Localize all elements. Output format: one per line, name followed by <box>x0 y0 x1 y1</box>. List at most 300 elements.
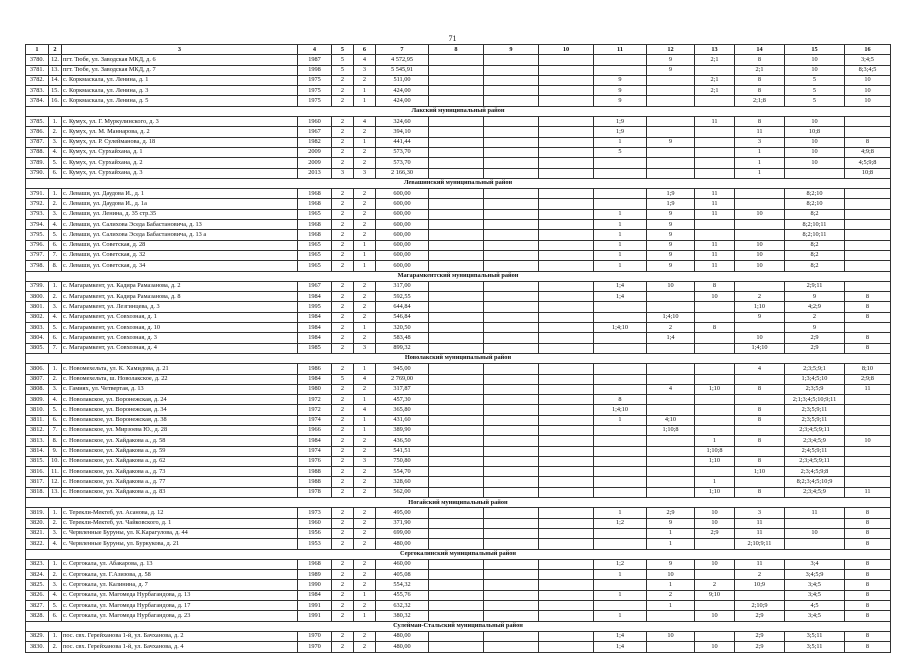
table-cell: 7. <box>49 425 62 435</box>
table-cell <box>647 405 695 415</box>
table-cell: 2 <box>332 436 354 446</box>
table-cell: 2. <box>49 292 62 302</box>
table-cell: 1 <box>594 230 647 240</box>
table-cell <box>594 580 647 590</box>
table-cell <box>539 415 594 425</box>
column-header: 3 <box>62 45 298 55</box>
table-cell <box>845 240 891 250</box>
table-cell: 1968 <box>298 559 332 569</box>
table-cell: 2. <box>49 570 62 580</box>
table-cell <box>429 168 484 178</box>
table-cell: 8. <box>49 261 62 271</box>
table-cell <box>647 86 695 96</box>
table-cell: 2 <box>332 590 354 600</box>
table-cell <box>429 590 484 600</box>
table-cell: 8 <box>845 137 891 147</box>
table-cell: 1984 <box>298 436 332 446</box>
district-section-row <box>26 498 891 508</box>
address-cell: с. Новолакское, ул. Хайдакова а., д. 59 <box>62 446 298 456</box>
table-cell <box>845 230 891 240</box>
table-cell: 1968 <box>298 230 332 240</box>
address-cell: с. Новолакское, ул. Воронежская, д. 24 <box>62 395 298 405</box>
table-cell: 2;9 <box>735 631 785 641</box>
table-cell: 9 <box>647 559 695 569</box>
table-row <box>26 199 891 209</box>
table-cell <box>845 323 891 333</box>
table-row <box>26 425 891 435</box>
table-cell: 365,80 <box>376 405 429 415</box>
table-cell: 320,50 <box>376 323 429 333</box>
table-cell <box>429 75 484 85</box>
table-cell: 8 <box>735 75 785 85</box>
table-cell: 546,84 <box>376 312 429 322</box>
table-cell: 2 <box>332 364 354 374</box>
table-row <box>26 312 891 322</box>
table-cell: 1984 <box>298 590 332 600</box>
table-cell <box>845 250 891 260</box>
table-cell: 2. <box>49 199 62 209</box>
table-cell <box>484 477 539 487</box>
table-cell: 4. <box>49 220 62 230</box>
address-cell: с. Новомехельта, ш. Новолакское, д. 22 <box>62 374 298 384</box>
table-cell <box>539 446 594 456</box>
table-cell: 1 <box>594 415 647 425</box>
table-cell <box>695 425 735 435</box>
table-cell <box>429 539 484 549</box>
table-cell: 2;1 <box>695 86 735 96</box>
table-cell: 2;3;5;9;11 <box>785 405 845 415</box>
table-cell: 4 <box>354 55 376 65</box>
table-cell: 2;9 <box>785 333 845 343</box>
table-cell: 1 <box>354 415 376 425</box>
table-cell: 899,32 <box>376 343 429 353</box>
table-cell: 2 <box>332 209 354 219</box>
table-cell <box>539 528 594 538</box>
table-cell <box>594 384 647 394</box>
table-cell: 9 <box>647 230 695 240</box>
table-cell: 2. <box>49 518 62 528</box>
table-cell: 15. <box>49 86 62 96</box>
table-cell <box>429 292 484 302</box>
table-cell: 1988 <box>298 477 332 487</box>
table-cell: 5 <box>785 96 845 106</box>
table-cell <box>484 539 539 549</box>
table-cell: 11. <box>49 467 62 477</box>
table-cell <box>484 580 539 590</box>
table-cell <box>484 189 539 199</box>
table-cell: 8 <box>735 456 785 466</box>
table-cell: 3823. <box>26 559 49 569</box>
table-cell: 1 <box>735 158 785 168</box>
table-row <box>26 528 891 538</box>
table-cell: 11 <box>695 250 735 260</box>
table-cell: 2 <box>332 261 354 271</box>
address-cell: с. Сергокала, ул. Калинина, д. 7 <box>62 580 298 590</box>
table-row <box>26 405 891 415</box>
table-cell <box>429 611 484 621</box>
table-cell: 1985 <box>298 343 332 353</box>
table-cell <box>735 220 785 230</box>
table-cell: 1;2 <box>594 518 647 528</box>
address-cell: с. Новолакское, ул. Воронежская, д. 34 <box>62 405 298 415</box>
table-cell <box>845 209 891 219</box>
table-cell: 8 <box>845 292 891 302</box>
table-cell: 2 <box>354 580 376 590</box>
table-cell: 2 <box>354 209 376 219</box>
table-cell <box>539 261 594 271</box>
table-cell: 3818. <box>26 487 49 497</box>
table-cell: 10 <box>845 96 891 106</box>
table-cell: 3 <box>354 65 376 75</box>
table-cell: 1967 <box>298 127 332 137</box>
table-cell <box>429 312 484 322</box>
table-cell: 10 <box>845 86 891 96</box>
table-cell <box>647 446 695 456</box>
table-cell: 600,00 <box>376 209 429 219</box>
table-cell <box>484 467 539 477</box>
table-cell <box>539 343 594 353</box>
address-cell: с. Новолакское, ул. Хайдакова а., д. 77 <box>62 477 298 487</box>
table-cell: 10 <box>735 209 785 219</box>
district-section-row <box>26 178 891 188</box>
address-cell: с. Новомехельта, ул. К. Хамидова, д. 21 <box>62 364 298 374</box>
table-cell: 2;3;5;9;1 <box>785 364 845 374</box>
table-cell: 1. <box>49 364 62 374</box>
table-cell <box>484 631 539 641</box>
table-cell: 3;4;5;9 <box>785 570 845 580</box>
table-cell <box>429 405 484 415</box>
table-cell <box>647 343 695 353</box>
table-cell: 2 <box>354 189 376 199</box>
table-body <box>26 55 891 652</box>
table-cell <box>845 189 891 199</box>
table-row <box>26 611 891 621</box>
table-cell: 1970 <box>298 642 332 652</box>
table-cell: 3819. <box>26 508 49 518</box>
table-cell: 2 <box>332 220 354 230</box>
table-cell: 2009 <box>298 158 332 168</box>
table-row <box>26 55 891 65</box>
table-cell: 2 <box>332 240 354 250</box>
table-cell <box>484 75 539 85</box>
table-cell: 2 <box>354 75 376 85</box>
district-name: Новолакский муниципальный район <box>26 353 891 363</box>
table-cell: 4;5;9;8 <box>845 158 891 168</box>
table-cell <box>695 395 735 405</box>
table-cell <box>484 518 539 528</box>
table-cell <box>429 117 484 127</box>
table-cell <box>845 446 891 456</box>
table-cell: 10 <box>695 518 735 528</box>
table-cell: 9. <box>49 446 62 456</box>
column-header: 10 <box>539 45 594 55</box>
address-cell: с. Сергокала, ул. Г.Азизова, д. 58 <box>62 570 298 580</box>
table-cell: 8 <box>845 343 891 353</box>
table-cell: 2 <box>354 127 376 137</box>
table-cell <box>594 65 647 75</box>
address-cell: с. Леваши, ул. Салихова Эседа Бабастановича, д. 13 <box>62 220 298 230</box>
table-cell: 8 <box>695 281 735 291</box>
table-cell <box>695 96 735 106</box>
table-cell: 9 <box>735 312 785 322</box>
table-cell <box>484 446 539 456</box>
table-row <box>26 539 891 549</box>
table-cell: 1 <box>354 395 376 405</box>
table-cell <box>647 487 695 497</box>
table-cell: 3826. <box>26 590 49 600</box>
table-row <box>26 467 891 477</box>
table-cell <box>539 487 594 497</box>
table-cell: 2;1 <box>735 65 785 75</box>
table-cell <box>429 456 484 466</box>
table-cell: 8 <box>735 487 785 497</box>
table-cell: 5 545,91 <box>376 65 429 75</box>
table-row <box>26 446 891 456</box>
table-row <box>26 65 891 75</box>
table-cell <box>647 611 695 621</box>
table-cell: 1 <box>647 601 695 611</box>
table-cell <box>484 117 539 127</box>
table-cell <box>539 65 594 75</box>
district-section-row <box>26 549 891 559</box>
table-cell: 3800. <box>26 292 49 302</box>
table-cell: 436,50 <box>376 436 429 446</box>
table-cell: 1;9 <box>647 199 695 209</box>
table-cell <box>845 127 891 137</box>
table-cell <box>539 425 594 435</box>
address-cell: с. Коркмаскала, ул. Ленина, д. 3 <box>62 86 298 96</box>
table-cell: 8 <box>845 302 891 312</box>
table-cell <box>484 559 539 569</box>
table-cell: 2 <box>332 137 354 147</box>
table-cell: 11 <box>845 384 891 394</box>
table-cell: 1 <box>354 323 376 333</box>
table-cell: 1 <box>594 508 647 518</box>
table-cell: 1;4;10 <box>647 312 695 322</box>
table-cell: 11 <box>695 199 735 209</box>
table-cell: 1966 <box>298 425 332 435</box>
address-cell: с. Магарамкент, ул. Совхозная, д. 1 <box>62 312 298 322</box>
column-header: 1 <box>26 45 49 55</box>
table-cell <box>539 323 594 333</box>
table-cell: 3780. <box>26 55 49 65</box>
table-cell <box>735 323 785 333</box>
table-cell: 380,32 <box>376 611 429 621</box>
table-cell: 11 <box>695 117 735 127</box>
table-cell: 5. <box>49 323 62 333</box>
table-cell <box>429 374 484 384</box>
table-cell: 1984 <box>298 312 332 322</box>
table-cell: 2;10;9;11 <box>735 539 785 549</box>
table-cell: 1;2 <box>594 559 647 569</box>
table-cell: 10 <box>785 158 845 168</box>
table-cell <box>539 230 594 240</box>
table-cell <box>695 631 735 641</box>
table-cell: 2;9;11 <box>785 281 845 291</box>
table-cell: 3792. <box>26 199 49 209</box>
table-cell <box>594 199 647 209</box>
table-cell: 1984 <box>298 323 332 333</box>
table-cell <box>484 508 539 518</box>
table-cell: 2;4;5;9;11 <box>785 446 845 456</box>
table-cell: 8 <box>594 395 647 405</box>
table-cell: 1976 <box>298 456 332 466</box>
table-cell: 3815. <box>26 456 49 466</box>
table-cell: 2 <box>332 302 354 312</box>
table-cell: 2 <box>332 446 354 456</box>
table-cell <box>539 364 594 374</box>
address-cell: с. Леваши, ул. Даудова И., д. 1а <box>62 199 298 209</box>
table-cell <box>484 374 539 384</box>
table-cell <box>594 425 647 435</box>
table-cell: 10 <box>845 75 891 85</box>
table-cell <box>484 86 539 96</box>
table-cell: 2 <box>354 508 376 518</box>
table-cell <box>594 374 647 384</box>
table-cell <box>647 75 695 85</box>
table-cell <box>785 518 845 528</box>
table-cell: 495,00 <box>376 508 429 518</box>
address-cell: с. Магарамкент, ул. Кадира Рамазанова, д. 8 <box>62 292 298 302</box>
table-cell <box>429 65 484 75</box>
address-cell: с. Гамиях, ул. Четвертая, д. 13 <box>62 384 298 394</box>
table-cell: 5 <box>785 75 845 85</box>
table-cell <box>594 601 647 611</box>
table-cell <box>539 570 594 580</box>
table-cell: 1972 <box>298 395 332 405</box>
address-cell: с. Новолакское, ул. Хайдакова а., д. 83 <box>62 487 298 497</box>
table-cell <box>594 302 647 312</box>
table-cell <box>539 631 594 641</box>
table-cell: 10 <box>695 642 735 652</box>
table-cell <box>695 65 735 75</box>
table-cell: 2 <box>354 642 376 652</box>
table-cell <box>429 425 484 435</box>
table-cell <box>539 384 594 394</box>
table-cell: 5. <box>49 230 62 240</box>
table-cell <box>429 199 484 209</box>
table-cell <box>594 467 647 477</box>
table-cell: 2 <box>354 518 376 528</box>
table-cell <box>539 374 594 384</box>
table-cell <box>484 292 539 302</box>
table-cell: 3. <box>49 302 62 312</box>
table-cell: 3785. <box>26 117 49 127</box>
table-cell <box>735 230 785 240</box>
table-cell <box>539 96 594 106</box>
table-cell: 6. <box>49 333 62 343</box>
table-cell: 2;9 <box>735 642 785 652</box>
table-row <box>26 261 891 271</box>
table-cell: 2 <box>332 631 354 641</box>
table-cell <box>647 477 695 487</box>
table-cell: 11 <box>695 189 735 199</box>
table-cell: 10;8 <box>785 127 845 137</box>
table-cell: 1984 <box>298 333 332 343</box>
table-cell: 11 <box>735 127 785 137</box>
table-cell <box>647 467 695 477</box>
table-cell <box>484 55 539 65</box>
table-cell <box>539 137 594 147</box>
table-cell: 1 <box>647 528 695 538</box>
table-cell: 1968 <box>298 220 332 230</box>
table-cell: 4. <box>49 590 62 600</box>
table-cell: 1987 <box>298 55 332 65</box>
address-cell: с. Сергокала, ул. Магомеда Нурбагандова, д. 13 <box>62 590 298 600</box>
table-cell <box>429 384 484 394</box>
table-cell <box>539 395 594 405</box>
table-cell: 2 <box>647 323 695 333</box>
table-cell: 1965 <box>298 209 332 219</box>
table-cell: 3781. <box>26 65 49 75</box>
table-cell: 3786. <box>26 127 49 137</box>
address-cell: пос. свх. Герейханова 1-й, ул. Бачханова, д. 2 <box>62 631 298 641</box>
table-cell: 1 <box>354 261 376 271</box>
table-row <box>26 147 891 157</box>
table-cell: 750,80 <box>376 456 429 466</box>
table-cell: 2 <box>332 230 354 240</box>
table-cell <box>484 281 539 291</box>
table-cell: 1965 <box>298 261 332 271</box>
table-cell: 7. <box>49 343 62 353</box>
table-cell <box>429 415 484 425</box>
table-cell <box>429 446 484 456</box>
table-cell <box>429 281 484 291</box>
table-cell: 441,44 <box>376 137 429 147</box>
table-cell <box>484 199 539 209</box>
table-cell <box>539 559 594 569</box>
table-cell: 2 <box>354 570 376 580</box>
table-cell: 3 <box>735 137 785 147</box>
table-cell: 1 <box>594 590 647 600</box>
address-cell: с. Магарамкент, ул. Лезгинцева, д. 3 <box>62 302 298 312</box>
table-cell: 2 <box>354 199 376 209</box>
table-cell: 4 <box>647 384 695 394</box>
table-cell <box>539 147 594 157</box>
table-cell: 8 <box>845 570 891 580</box>
table-cell <box>539 302 594 312</box>
table-cell: 480,00 <box>376 631 429 641</box>
table-cell: 8 <box>845 333 891 343</box>
table-cell: 1990 <box>298 580 332 590</box>
table-cell: 10;9 <box>735 580 785 590</box>
table-cell: 2;3;4;5;9;11 <box>785 456 845 466</box>
district-name: Магарамкентский муниципальный район <box>26 271 891 281</box>
table-cell: 2 <box>354 158 376 168</box>
table-cell: 2 <box>354 446 376 456</box>
table-cell <box>594 312 647 322</box>
table-cell <box>695 137 735 147</box>
table-cell: 317,00 <box>376 281 429 291</box>
table-row <box>26 477 891 487</box>
table-row <box>26 333 891 343</box>
table-cell: 5 <box>332 55 354 65</box>
table-cell: 1;10 <box>735 302 785 312</box>
table-cell <box>735 477 785 487</box>
table-cell: 554,70 <box>376 467 429 477</box>
table-cell <box>594 168 647 178</box>
table-cell: 1 <box>354 364 376 374</box>
table-cell: 12. <box>49 55 62 65</box>
table-cell <box>594 55 647 65</box>
table-cell: 2 <box>332 199 354 209</box>
table-cell: 10 <box>735 261 785 271</box>
table-cell: 2 <box>332 611 354 621</box>
table-cell: 9 <box>647 220 695 230</box>
table-cell: 3 <box>354 456 376 466</box>
district-name: Сергокалинский муниципальный район <box>26 549 891 559</box>
table-cell <box>539 539 594 549</box>
